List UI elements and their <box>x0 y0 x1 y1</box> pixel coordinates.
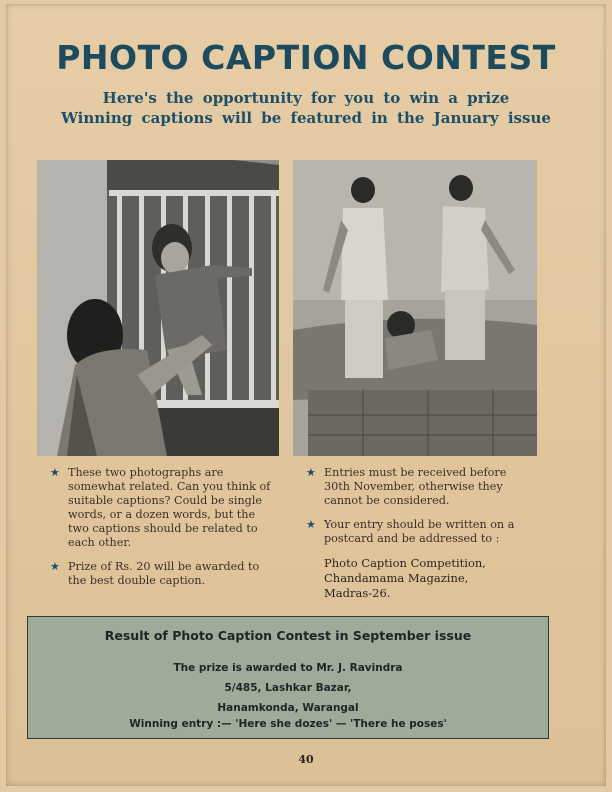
star-bullet-icon: ★ <box>306 466 316 479</box>
page-title: PHOTO CAPTION CONTEST <box>56 38 556 77</box>
address-line: Chandamama Magazine, <box>324 571 469 585</box>
star-bullet-icon: ★ <box>50 466 60 479</box>
instruction-text: Your entry should be written on a postcard and be addressed to : <box>324 518 515 545</box>
result-box <box>27 616 549 739</box>
instruction-bullet <box>50 466 272 550</box>
star-bullet-icon: ★ <box>306 518 316 531</box>
star-bullet-icon: ★ <box>50 560 60 573</box>
address-line: Photo Caption Competition, <box>324 556 486 570</box>
winning-entry: Winning entry :— 'Here she dozes' — 'There he poses' <box>129 718 447 730</box>
instruction-text: These two photographs are somewhat related. Can you think of suitable captions? Could be single words, or a dozen words, but the two captions should be related to each other. <box>68 466 271 549</box>
result-title: Result of Photo Caption Contest in September issue <box>104 628 472 643</box>
instruction-bullet <box>50 560 272 588</box>
instruction-text: Prize of Rs. 20 will be awarded to the best double caption. <box>68 560 260 587</box>
subtitle-line-1: Here's the opportunity for you to win a prize <box>102 89 510 107</box>
instruction-bullet <box>306 518 528 546</box>
page-number: 40 <box>298 753 314 766</box>
left-instructions <box>50 466 272 598</box>
winner-address-line: 5/485, Lashkar Bazar, <box>224 682 352 694</box>
winner-address-line: Hanamkonda, Warangal <box>217 702 359 714</box>
winner-name: The prize is awarded to Mr. J. Ravindra <box>173 662 403 674</box>
right-instructions <box>306 466 528 601</box>
instruction-text: Entries must be received before 30th November, otherwise they cannot be considered. <box>324 466 507 507</box>
subtitle-line-2: Winning captions will be featured in the January issue <box>61 109 551 127</box>
photo-woman-lifting-child <box>37 160 279 456</box>
photo-children-on-wall <box>293 160 537 456</box>
instruction-bullet <box>306 466 528 508</box>
postal-address <box>306 556 528 601</box>
address-line: Madras-26. <box>324 586 391 600</box>
